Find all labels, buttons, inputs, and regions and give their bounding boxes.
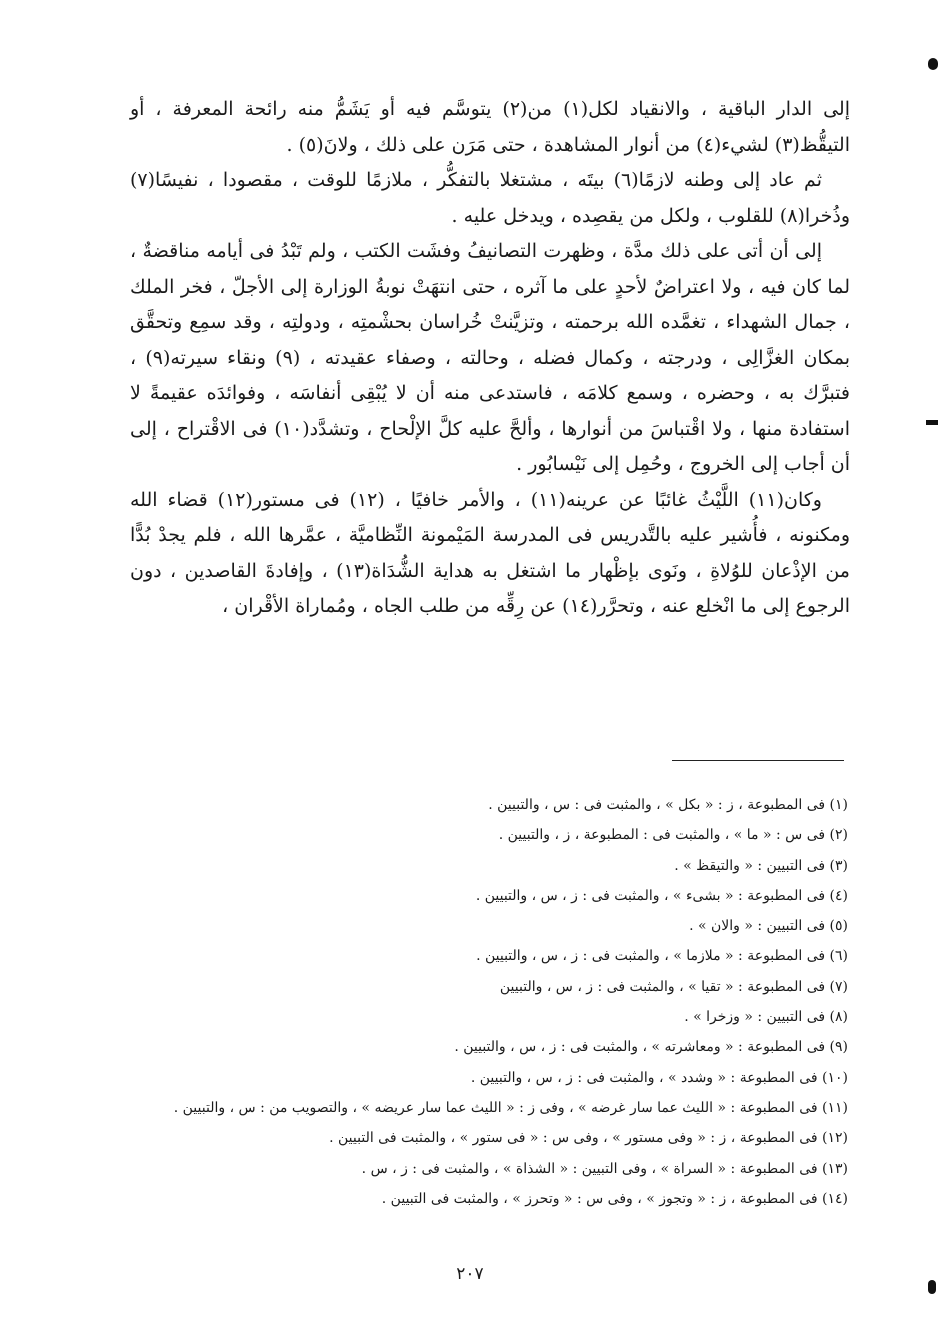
paragraph-1: إلى الدار الباقية ، والانقياد لكل(١) من(٢) يتوسَّم فيه أو يَشَمُّ منه رائحة المعرفة ، أو التيقُّظ(٣) لشيء(٤) من أنوار المشاهدة ، حتى مَرَن على ذلك ، ولانَ(٥) . xyxy=(130,98,850,156)
footnote-4: (٤) فى المطبوعة : « بشىء » ، والمثبت فى : ز ، س ، والتبيين . xyxy=(475,887,848,904)
main-text xyxy=(130,92,850,625)
footnotes-list xyxy=(120,790,848,1214)
paragraph-3: إلى أن أتى على ذلك مدَّة ، وظهرت التصانيفُ وفشَت الكتب ، ولم تَبْدُ فى أيامه مناقضةٌ ، لما كان فيه ، ولا اعتراضٌ لأحدٍ على ما آثره ، حتى انتهَتْ نوبةُ الوزارة إلى الأجلّ ، فخر الملك ، جمال الشهداء ، تغمَّده الله برحمته ، وتزيَّنتْ خُراسان بحشْمتِه ، ودولتِه ، وقد سمِع وتحقَّق بمكان الغزَّالِى ، ودرجته ، وكمال فضله ، وحالته ، وصفاء عقيدته ، (٩) ونقاء سيرته(٩) ، فتبرَّك به ، وحضره ، وسمع كلامَه ، فاستدعى منه أن لا يُبْقِى أنفاسَه ، وفوائدَه عقيمةً لا استفادة منها ، ولا اقْتباسَ من أنوارها ، وألحَّ عليه كلَّ الإلْحاح ، وتشدَّد(١٠) فى الاقْتراح ، إلى أن أجاب إلى الخروج ، وحُمِل إلى نَيْسابُور . xyxy=(130,240,851,475)
edge-mark-middle xyxy=(926,420,938,425)
paragraph-2: ثم عاد إلى وطنه لازمًا(٦) بيتَه ، مشتغلا بالتفكُّر ، ملازمًا للوقت ، مقصودا ، نفيسًا(٧) وذُخرا(٨) للقلوب ، ولكل من يقصِده ، ويدخل عليه . xyxy=(130,169,850,227)
footnote-10: (١٠) فى المطبوعة : « وشدد » ، والمثبت فى : ز ، س ، والتبيين . xyxy=(470,1069,848,1086)
footnote-12: (١٢) فى المطبوعة ، ز : « وفى مستور » ، وفى س : « فى ستور » ، والمثبت فى التبيين . xyxy=(329,1130,848,1147)
footnote-5: (٥) فى التبيين : « والان » . xyxy=(689,918,848,935)
paragraph-4: وكان(١١) اللَّيْثُ غائبًا عن عرينه(١١) ، والأمر خافيًا ، (١٢) فى مستور(١٢) قضاء الله ومكنونه ، فأُشير عليه بالتَّدريس فى المدرسة المَيْمونة النِّظاميَّة ، عمَّرها الله ، فلم يجدْ بُدًّا من الإذْعان للوُلاةِ ، ونَوى بإظْهار ما اشتغل به هداية الشُّدَاة(١٣) ، وإفادةَ القاصدين ، دون الرجوع إلى ما انْخلع عنه ، وتحرَّر(١٤) عن رِقِّه من طلب الجاه ، ومُماراة الأقْران ، xyxy=(130,488,850,617)
footnote-9: (٩) فى المطبوعة : « ومعاشرته » ، والمثبت فى : ز ، س ، والتبيين . xyxy=(454,1039,848,1056)
edge-mark-bottom xyxy=(928,1280,936,1294)
footnote-separator xyxy=(672,760,844,761)
footnote-2: (٢) فى س : « ما » ، والمثبت فى : المطبوعة ، ز ، والتبيين . xyxy=(498,827,848,844)
footnote-13: (١٣) فى المطبوعة : « السراة » ، وفى التبيين : « الشذاة » ، والمثبت فى : ز ، س . xyxy=(361,1160,848,1177)
footnote-3: (٣) فى التبيين : « والتيقظ » . xyxy=(674,857,848,874)
footnote-11: (١١) فى المطبوعة : « الليث عما سار غرضه » ، وفى ز : « الليث عما سار عريضه » ، والتصويب من : س ، والتبيين . xyxy=(173,1099,848,1116)
footnote-6: (٦) فى المطبوعة : « ملازما » ، والمثبت فى : ز ، س ، والتبيين . xyxy=(476,948,848,965)
footnote-8: (٨) فى التبيين : « وزخرا » . xyxy=(684,1009,848,1026)
footnote-1: (١) فى المطبوعة ، ز : « بكل » ، والمثبت فى : س ، والتبيين . xyxy=(488,797,848,813)
page-number: ٢٠٧ xyxy=(456,1264,484,1284)
footnote-7: (٧) فى المطبوعة : « تقيا » ، والمثبت فى : ز ، س ، والتبيين xyxy=(499,978,848,995)
footnote-14: (١٤) فى المطبوعة ، ز : « وتجوز » ، وفى س : « وتحرز » ، والمثبت فى التبيين . xyxy=(381,1190,848,1207)
edge-mark-top xyxy=(928,58,938,70)
